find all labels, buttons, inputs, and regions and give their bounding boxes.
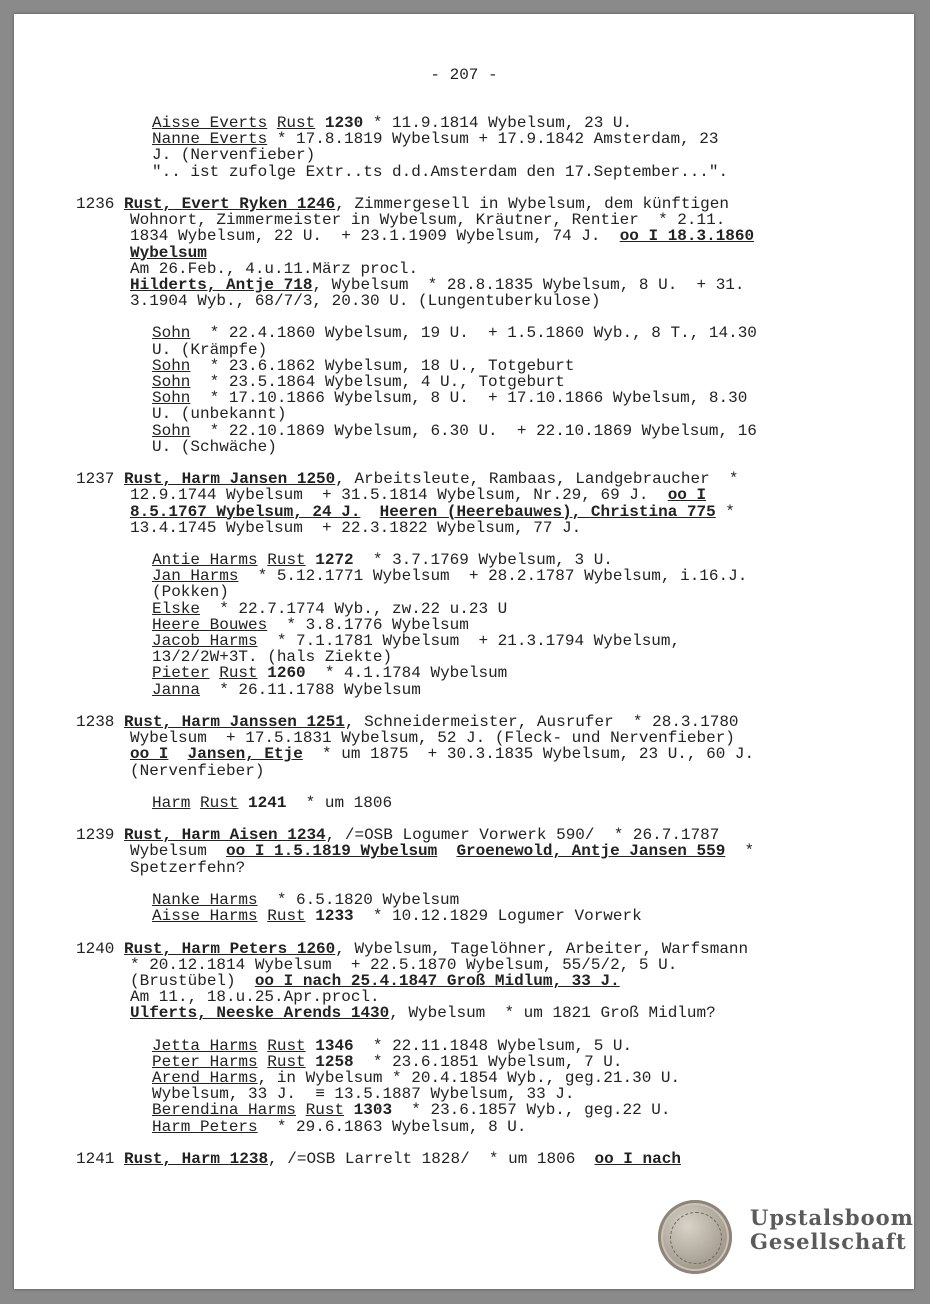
text-segment: Wybelsum + 17.5.1831 Wybelsum, 52 J. (Fleck- und Nervenfieber)	[130, 729, 735, 748]
text-segment: (Pokken)	[152, 583, 229, 602]
text-segment: Rust	[219, 664, 258, 683]
text-segment: , Schneidermeister, Ausrufer * 28.3.1780	[344, 712, 739, 731]
text-segment: Nanne Everts	[152, 130, 268, 149]
spacer	[76, 536, 856, 552]
text-segment: Sohn	[152, 421, 191, 440]
text-segment: Wybelsum, 33 J. ≡ 13.5.1887 Wybelsum, 33 J.	[152, 1085, 575, 1104]
text-line	[76, 147, 856, 163]
spacer	[76, 1022, 856, 1038]
text-segment: oo I 18.3.1860	[619, 227, 755, 246]
text-segment: Groenewold, Antje Jansen 559	[456, 842, 726, 861]
text-segment: * 23.5.1864 Wybelsum, 4 U., Totgeburt	[190, 373, 565, 391]
text-segment: 3.1904 Wyb., 68/7/3, 20.30 U. (Lungentuberkulose)	[130, 292, 601, 311]
spacer	[76, 876, 856, 892]
text-segment: Nanke Harms	[152, 891, 258, 909]
text-segment: * 20.12.1814 Wybelsum + 22.5.1870 Wybelsum, 55/5/2, 5 U.	[130, 955, 678, 974]
text-segment: oo I nach 25.4.1847 Groß Midlum, 33 J.	[254, 971, 620, 990]
text-segment: * 23.6.1862 Wybelsum, 18 U., Totgeburt	[190, 356, 575, 375]
text-line	[76, 277, 856, 293]
text-segment: Jansen, Etje	[187, 745, 303, 764]
text-segment: *	[725, 842, 755, 861]
text-segment: Pieter	[152, 664, 210, 683]
document-page	[14, 14, 914, 1289]
text-segment: Spetzerfehn?	[130, 858, 246, 877]
text-line	[76, 487, 856, 503]
text-segment: * 17.8.1819 Wybelsum + 17.9.1842 Amsterdam, 23	[267, 130, 719, 149]
text-segment: 1239	[76, 826, 125, 845]
text-line	[76, 763, 856, 779]
text-segment: * 22.10.1869 Wybelsum, 6.30 U. + 22.10.1869 Wybelsum, 16	[190, 421, 757, 440]
text-line	[76, 568, 856, 584]
text-segment: Rust	[267, 551, 306, 570]
text-segment: Wohnort, Zimmermeister in Wybelsum, Kräutner, Rentier * 2.11.	[130, 211, 726, 230]
genealogy-text	[76, 115, 856, 1167]
spacer	[76, 811, 856, 827]
text-segment: * 23.6.1851 Wybelsum, 7 U.	[353, 1052, 623, 1071]
text-segment: Jetta Harms	[152, 1036, 258, 1055]
text-segment: 1240	[76, 939, 125, 958]
text-segment: * um 1806	[286, 793, 393, 812]
text-segment: *	[715, 502, 735, 521]
text-segment: 1346	[315, 1036, 354, 1055]
text-segment: * 17.10.1866 Wybelsum, 8 U. + 17.10.1866 Wybelsum, 8.30	[190, 389, 748, 408]
text-segment: Rust, Harm Janssen 1251	[124, 712, 345, 731]
text-segment: Janna	[152, 680, 201, 699]
text-line	[76, 1119, 856, 1135]
text-segment: Jacob Harms	[152, 632, 258, 650]
text-segment: oo I	[130, 745, 169, 764]
text-segment: Jan Harms	[152, 567, 239, 586]
text-line	[76, 439, 856, 455]
spacer	[76, 455, 856, 471]
text-segment: Heere Bouwes	[152, 615, 268, 634]
spacer	[76, 180, 856, 196]
text-line	[76, 957, 856, 973]
text-line	[76, 584, 856, 600]
text-segment: Rust	[200, 793, 239, 812]
text-segment: Wybelsum	[130, 243, 207, 262]
spacer	[76, 698, 856, 714]
text-segment: (Brustübel)	[130, 971, 255, 990]
text-line	[76, 552, 856, 568]
text-segment: Rust	[267, 1036, 306, 1055]
entry-heading-line	[76, 941, 856, 957]
text-segment: 1236	[76, 194, 125, 213]
text-segment: 13/2/2W+3T. (hals Ziekte)	[152, 648, 393, 667]
text-line	[76, 504, 856, 520]
text-line	[76, 908, 856, 924]
text-line	[76, 633, 856, 649]
entry-heading-line	[76, 196, 856, 212]
text-segment: , Zimmergesell in Wybelsum, dem künftigen	[335, 194, 729, 213]
text-segment: 1241	[76, 1150, 125, 1168]
spacer	[76, 924, 856, 940]
text-line	[76, 342, 856, 358]
text-segment: 1230	[324, 114, 364, 132]
text-segment: * 10.12.1829 Logumer Vorwerk	[353, 907, 642, 926]
text-segment: 1303	[353, 1101, 393, 1120]
text-segment: Rust, Harm Jansen 1250	[124, 470, 336, 489]
text-segment: Arend Harms	[152, 1069, 258, 1088]
text-segment	[437, 842, 456, 860]
text-segment: 8.5.1767 Wybelsum, 24 J.	[130, 502, 361, 521]
text-segment: Sohn	[152, 389, 191, 408]
text-line	[76, 860, 856, 876]
entry-heading-line	[76, 714, 856, 730]
text-line	[76, 164, 856, 180]
text-line	[76, 649, 856, 665]
text-line	[76, 1005, 856, 1021]
text-line	[76, 423, 856, 439]
text-segment: * 29.6.1863 Wybelsum, 8 U.	[257, 1117, 527, 1136]
text-segment: , /=OSB Larrelt 1828/ * um 1806	[268, 1150, 595, 1168]
text-segment: 12.9.1744 Wybelsum + 31.5.1814 Wybelsum, Nr.29, 69 J.	[130, 486, 668, 505]
text-line	[76, 1054, 856, 1070]
publisher-name	[750, 1206, 914, 1254]
text-segment: J. (Nervenfieber)	[152, 146, 316, 165]
text-line	[76, 245, 856, 261]
text-segment: * 3.7.1769 Wybelsum, 3 U.	[353, 551, 613, 570]
text-segment: * 11.9.1814 Wybelsum, 23 U.	[363, 114, 633, 132]
text-segment: oo I 1.5.1819 Wybelsum	[226, 842, 438, 861]
text-segment: Harm	[152, 793, 191, 812]
text-segment: (Nervenfieber)	[130, 761, 265, 780]
text-segment: , /=OSB Logumer Vorwerk 590/ * 26.7.1787	[325, 826, 720, 845]
seal-icon	[658, 1200, 732, 1274]
text-segment: * 3.8.1776 Wybelsum	[267, 615, 469, 634]
text-segment: Sohn	[152, 373, 191, 391]
text-segment: , Wybelsum, Tagelöhner, Arbeiter, Warfsmann	[335, 939, 749, 958]
text-line	[76, 989, 856, 1005]
entry-heading-line	[76, 1151, 856, 1167]
text-segment: Am 26.Feb., 4.u.11.März procl.	[130, 259, 419, 278]
text-line	[76, 261, 856, 277]
text-line	[76, 131, 856, 147]
text-line	[76, 795, 856, 811]
text-segment: Rust, Harm 1238	[124, 1150, 269, 1168]
text-line	[76, 682, 856, 698]
entry-heading-line	[76, 827, 856, 843]
text-segment: Sohn	[152, 356, 191, 375]
text-segment: Peter Harms	[152, 1052, 258, 1071]
text-line	[76, 228, 856, 244]
text-segment: 1238	[76, 712, 125, 731]
text-segment: ".. ist zufolge Extr..ts d.d.Amsterdam den 17.September...".	[152, 162, 729, 181]
text-segment: * 22.11.1848 Wybelsum, 5 U.	[353, 1036, 633, 1055]
text-segment: * 5.12.1771 Wybelsum + 28.2.1787 Wybelsum, i.16.J.	[238, 567, 748, 586]
text-segment: * 4.1.1784 Wybelsum	[305, 664, 508, 683]
publisher-name-line2: Gesellschaft	[750, 1229, 907, 1254]
text-segment: Rust, Evert Ryken 1246	[124, 194, 336, 213]
text-segment: * 7.1.1781 Wybelsum + 21.3.1794 Wybelsum,	[257, 632, 681, 650]
text-segment: Am 11., 18.u.25.Apr.procl.	[130, 988, 380, 1007]
text-segment: * 23.6.1857 Wyb., geg.22 U.	[392, 1101, 671, 1120]
text-line	[76, 374, 856, 390]
text-line	[76, 892, 856, 908]
text-line	[76, 325, 856, 341]
text-segment: Rust	[276, 114, 316, 132]
text-segment: 1233	[315, 907, 354, 926]
text-line	[76, 390, 856, 406]
text-segment: Heeren (Heerebauwes), Christina 775	[379, 502, 716, 521]
text-segment: Sohn	[152, 324, 191, 343]
text-line	[76, 406, 856, 422]
text-segment: Antie Harms	[152, 551, 258, 570]
page-number: - 207 -	[430, 66, 498, 84]
text-segment: U. (Krämpfe)	[152, 340, 268, 359]
text-segment: , in Wybelsum * 20.4.1854 Wyb., geg.21.30 U.	[257, 1069, 681, 1088]
text-line	[76, 843, 856, 859]
text-segment: Wybelsum	[130, 842, 227, 861]
text-segment	[190, 794, 200, 812]
text-segment: , Wybelsum * 28.8.1835 Wybelsum, 8 U. + 31.	[312, 275, 745, 294]
publisher-logo	[658, 1200, 914, 1280]
text-line	[76, 746, 856, 762]
text-segment: oo I	[667, 486, 707, 505]
text-segment: * 22.7.1774 Wyb., zw.22 u.23 U	[200, 599, 508, 618]
text-line	[76, 601, 856, 617]
spacer	[76, 1135, 856, 1151]
text-line	[76, 1038, 856, 1054]
text-line	[76, 1102, 856, 1118]
text-segment: Rust, Harm Peters 1260	[124, 939, 336, 958]
text-line	[76, 973, 856, 989]
text-segment: 1260	[267, 664, 306, 683]
text-segment	[238, 794, 248, 812]
text-segment: Ulferts, Neeske Arends 1430	[130, 1004, 390, 1023]
text-segment	[258, 907, 268, 925]
text-segment: * 6.5.1820 Wybelsum	[257, 891, 460, 909]
text-segment: U. (Schwäche)	[152, 437, 277, 456]
text-line	[76, 665, 856, 681]
text-segment: , Arbeitsleute, Rambaas, Landgebraucher *	[335, 470, 739, 489]
text-segment: Rust	[267, 1052, 306, 1071]
text-segment: Rust	[305, 1101, 345, 1120]
text-segment: U. (unbekannt)	[152, 405, 287, 424]
spacer	[76, 779, 856, 795]
text-segment: Berendina Harms	[152, 1101, 297, 1120]
text-line	[76, 520, 856, 536]
text-segment: 1272	[315, 551, 354, 570]
text-segment: Rust	[267, 907, 306, 926]
text-segment: 1834 Wybelsum, 22 U. + 23.1.1909 Wybelsum, 74 J.	[130, 227, 620, 246]
text-segment: * 22.4.1860 Wybelsum, 19 U. + 1.5.1860 Wyb., 8 T., 14.30	[190, 324, 757, 343]
text-segment: Elske	[152, 599, 201, 618]
text-line	[76, 293, 856, 309]
text-segment: * um 1875 + 30.3.1835 Wybelsum, 23 U., 60 J.	[302, 745, 755, 764]
text-segment: Rust, Harm Aisen 1234	[124, 826, 326, 845]
text-segment: * 26.11.1788 Wybelsum	[200, 680, 421, 699]
text-segment: 1237	[76, 470, 125, 489]
text-line	[76, 617, 856, 633]
publisher-name-line1: Upstalsboom	[750, 1205, 914, 1230]
text-segment: 1241	[248, 793, 287, 812]
text-segment: , Wybelsum * um 1821 Groß Midlum?	[389, 1004, 716, 1023]
text-line	[76, 1086, 856, 1102]
text-line	[76, 212, 856, 228]
text-line	[76, 730, 856, 746]
text-segment: oo I nach	[594, 1150, 681, 1168]
text-line	[76, 115, 856, 131]
text-segment: Aisse Harms	[152, 907, 258, 926]
text-segment	[306, 907, 316, 925]
text-segment: Hilderts, Antje 718	[130, 275, 313, 294]
text-line	[76, 358, 856, 374]
text-segment: 1258	[315, 1052, 354, 1071]
text-line	[76, 1070, 856, 1086]
entry-heading-line	[76, 471, 856, 487]
text-segment: Aisse Everts	[152, 114, 268, 132]
text-segment: Harm Peters	[152, 1117, 258, 1136]
text-segment: 13.4.1745 Wybelsum + 22.3.1822 Wybelsum, 77 J.	[130, 518, 582, 537]
spacer	[76, 309, 856, 325]
